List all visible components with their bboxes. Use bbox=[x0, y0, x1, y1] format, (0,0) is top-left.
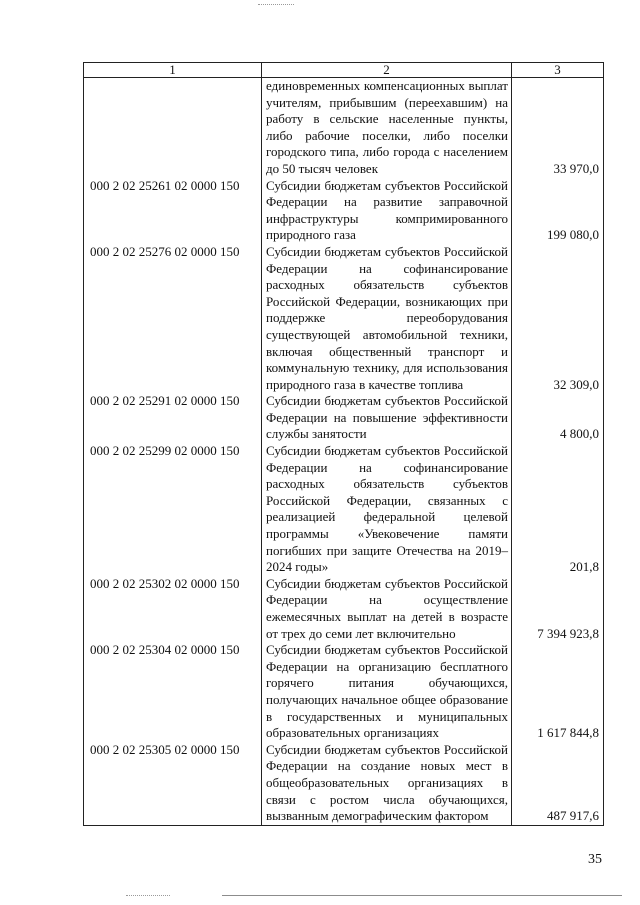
column-header-3: 3 bbox=[512, 63, 604, 78]
amount-value: 199 080,0 bbox=[512, 178, 604, 244]
table-row bbox=[84, 642, 604, 742]
classification-code: 000 2 02 25302 02 0000 150 bbox=[84, 576, 262, 642]
revenue-description: Субсидии бюджетам субъектов Российской Федерации на повышение эффективности службы занятости bbox=[262, 393, 512, 443]
column-header-2: 2 bbox=[262, 63, 512, 78]
amount-value: 1 617 844,8 bbox=[512, 642, 604, 742]
classification-code bbox=[84, 78, 262, 178]
scan-artifact-top bbox=[258, 4, 294, 5]
amount-value: 4 800,0 bbox=[512, 393, 604, 443]
table-row bbox=[84, 742, 604, 825]
budget-revenue-table bbox=[83, 62, 604, 826]
classification-code: 000 2 02 25291 02 0000 150 bbox=[84, 393, 262, 443]
classification-code: 000 2 02 25261 02 0000 150 bbox=[84, 178, 262, 244]
amount-value: 7 394 923,8 bbox=[512, 576, 604, 642]
table-row bbox=[84, 576, 604, 642]
table-row bbox=[84, 78, 604, 178]
page-number: 35 bbox=[588, 852, 602, 867]
revenue-description: Субсидии бюджетам субъектов Российской Федерации на софинансирование расходных обязательств субъектов Российской Федерации, возникающих при поддержке переоборудования существующей автомобильной техники, включая общественный транспорт и коммунальную технику, для использования природного газа в качестве топлива bbox=[262, 244, 512, 393]
classification-code: 000 2 02 25276 02 0000 150 bbox=[84, 244, 262, 393]
table-row bbox=[84, 178, 604, 244]
revenue-description: Субсидии бюджетам субъектов Российской Федерации на развитие заправочной инфраструктуры компримированного природного газа bbox=[262, 178, 512, 244]
revenue-description: Субсидии бюджетам субъектов Российской Федерации на создание новых мест в общеобразовательных организациях в связи с ростом числа обучающихся, вызванным демографическим фактором bbox=[262, 742, 512, 825]
classification-code: 000 2 02 25304 02 0000 150 bbox=[84, 642, 262, 742]
table-row bbox=[84, 244, 604, 393]
classification-code: 000 2 02 25299 02 0000 150 bbox=[84, 443, 262, 576]
amount-value: 201,8 bbox=[512, 443, 604, 576]
table-row bbox=[84, 393, 604, 443]
footer-rule bbox=[222, 895, 622, 896]
revenue-description: Субсидии бюджетам субъектов Российской Федерации на организацию бесплатного горячего питания обучающихся, получающих начальное общее образование в государственных и муниципальных образовательных организациях bbox=[262, 642, 512, 742]
revenue-description: единовременных компенсационных выплат учителям, прибывшим (переехавшим) на работу в сельские населенные пункты, либо рабочие поселки, либо поселки городского типа, либо города с населением до 50 тысяч человек bbox=[262, 78, 512, 178]
column-header-1: 1 bbox=[84, 63, 262, 78]
amount-value: 32 309,0 bbox=[512, 244, 604, 393]
revenue-description: Субсидии бюджетам субъектов Российской Федерации на осуществление ежемесячных выплат на детей в возрасте от трех до семи лет включительно bbox=[262, 576, 512, 642]
scan-artifact-bottom bbox=[126, 895, 170, 896]
amount-value: 487 917,6 bbox=[512, 742, 604, 825]
revenue-description: Субсидии бюджетам субъектов Российской Федерации на софинансирование расходных обязательств субъектов Российской Федерации, связанных с реализацией федеральной целевой программы «Увековечение памяти погибших при защите Отечества на 2019–2024 годы» bbox=[262, 443, 512, 576]
classification-code: 000 2 02 25305 02 0000 150 bbox=[84, 742, 262, 825]
table-header-row bbox=[84, 63, 604, 78]
table-row bbox=[84, 443, 604, 576]
amount-value: 33 970,0 bbox=[512, 78, 604, 178]
